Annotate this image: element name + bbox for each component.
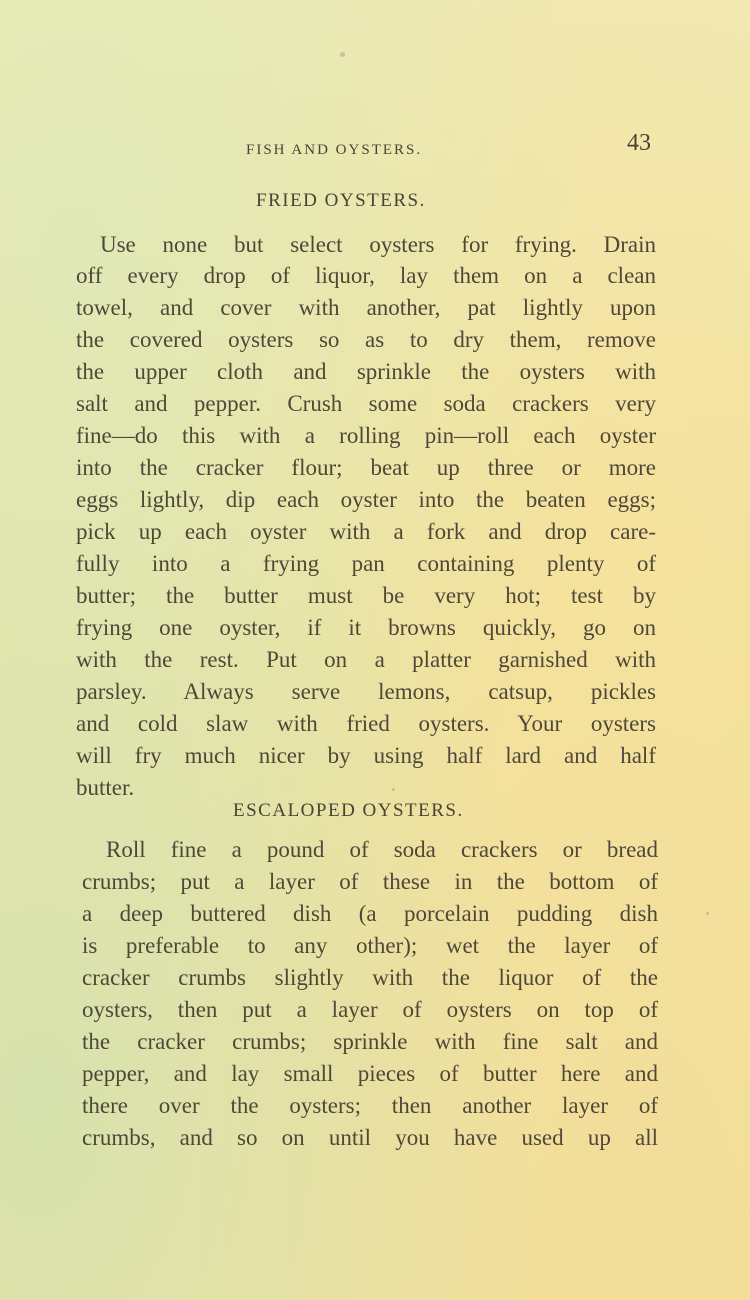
text-line: Roll fine a pound of soda crackers or bread (106, 837, 658, 862)
text-line: into the cracker flour; beat up three or more (76, 455, 656, 480)
text-line: butter. (76, 775, 135, 800)
text-line: towel, and cover with another, pat lightly upon (76, 295, 656, 320)
text-line: frying one oyster, if it browns quickly, go on (76, 615, 656, 640)
text-line: crumbs; put a layer of these in the bottom of (82, 869, 658, 894)
text-line: off every drop of liquor, lay them on a clean (76, 263, 656, 288)
text-line: is preferable to any other); wet the layer of (82, 933, 658, 958)
text-line: cracker crumbs slightly with the liquor of the (82, 965, 658, 990)
text-line: the cracker crumbs; sprinkle with fine salt and (82, 1029, 658, 1054)
text-line: butter; the butter must be very hot; test by (76, 583, 656, 608)
text-line: there over the oysters; then another layer of (82, 1093, 658, 1118)
text-line: eggs lightly, dip each oyster into the beaten eggs; (76, 487, 656, 512)
text-line: crumbs, and so on until you have used up all (82, 1125, 658, 1150)
text-line: oysters, then put a layer of oysters on top of (82, 997, 658, 1022)
paper-speck (340, 52, 345, 57)
text-line: the upper cloth and sprinkle the oysters with (76, 359, 656, 384)
paper-speck (706, 912, 709, 915)
section-title-fried-oysters: FRIED OYSTERS. (256, 190, 426, 211)
text-line: Use none but select oysters for frying. Drain (100, 232, 656, 257)
text-line: a deep buttered dish (a porcelain pudding dish (82, 901, 658, 926)
text-line: fine—do this with a rolling pin—roll each oyster (76, 423, 656, 448)
text-line: parsley. Always serve lemons, catsup, pickles (76, 679, 656, 704)
text-line: pepper, and lay small pieces of butter here and (82, 1061, 658, 1086)
section-title-escaloped-oysters: ESCALOPED OYSTERS. (233, 800, 464, 821)
page-number: 43 (627, 130, 651, 156)
text-line: with the rest. Put on a platter garnished with (76, 647, 656, 672)
running-head: FISH AND OYSTERS. (246, 142, 423, 158)
text-line: salt and pepper. Crush some soda crackers very (76, 391, 656, 416)
text-line: fully into a frying pan containing plenty of (76, 551, 656, 576)
text-line: pick up each oyster with a fork and drop care- (76, 519, 656, 544)
text-line: and cold slaw with fried oysters. Your oysters (76, 711, 656, 736)
text-line: the covered oysters so as to dry them, remove (76, 327, 656, 352)
text-line: will fry much nicer by using half lard and half (76, 743, 656, 768)
